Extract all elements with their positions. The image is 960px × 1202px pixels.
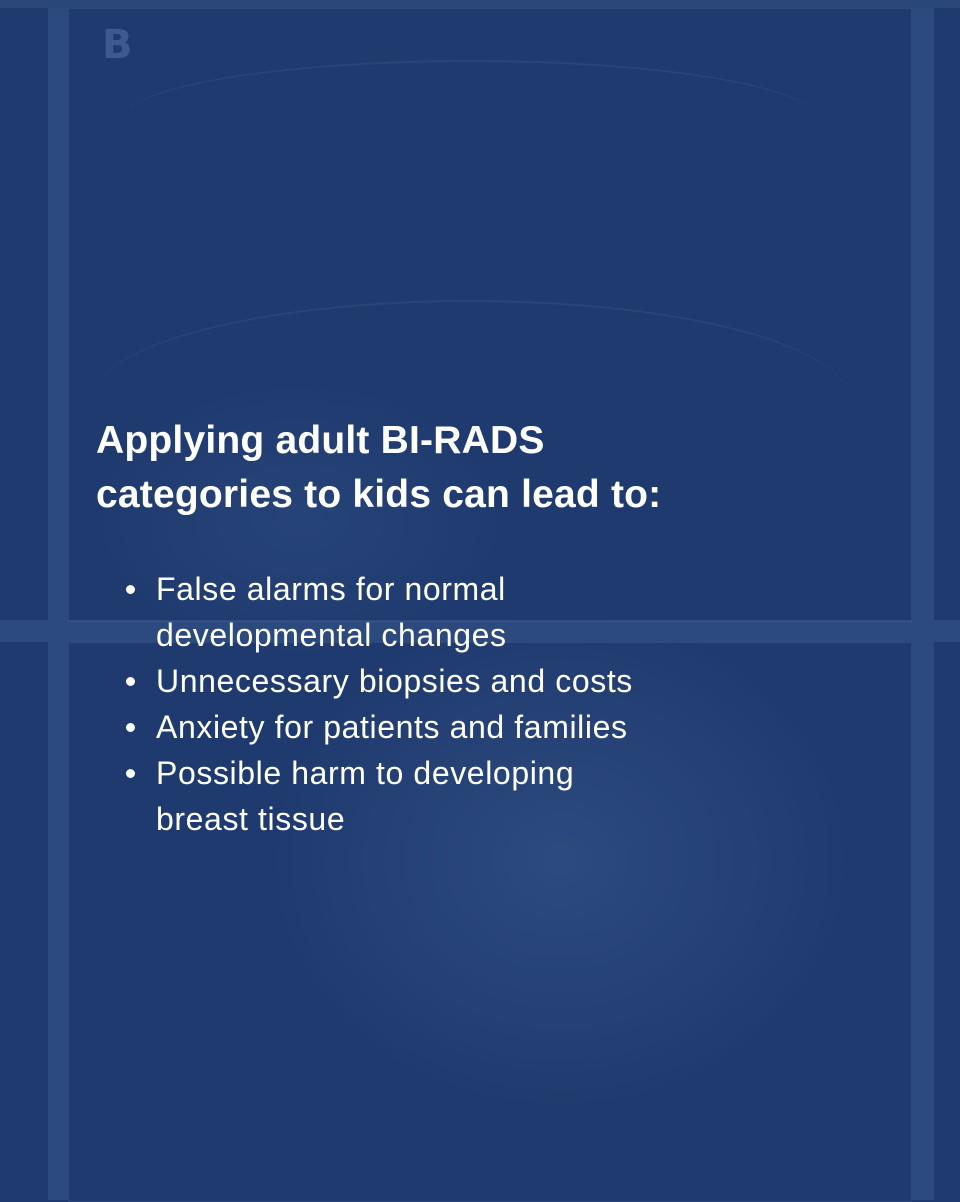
- main-content: [96, 414, 876, 842]
- bullet-text: Anxiety for patients and families: [156, 709, 628, 745]
- bullet-text-continued: breast tissue: [156, 801, 346, 837]
- bullet-dot-icon: [126, 723, 135, 732]
- bullet-dot-icon: [126, 769, 135, 778]
- headline-line-2: categories to kids can lead to:: [96, 473, 662, 516]
- bullet-dot-icon: [126, 677, 135, 686]
- tissue-texture-arc: [120, 60, 820, 182]
- bullet-item: [156, 704, 876, 750]
- panel-marker: B: [102, 22, 133, 68]
- bullet-list: [96, 566, 876, 842]
- bullet-item: [156, 566, 876, 658]
- panel-divider-left: [48, 0, 68, 1200]
- headline-line-1: Applying adult BI-RADS: [96, 419, 545, 462]
- panel-divider-top: [0, 0, 960, 8]
- bullet-item: [156, 658, 876, 704]
- bullet-item: [156, 750, 876, 842]
- headline: [96, 414, 876, 522]
- bullet-dot-icon: [126, 585, 135, 594]
- bullet-text: Possible harm to developing: [156, 755, 575, 791]
- panel-divider-right: [912, 0, 934, 1200]
- bullet-text: Unnecessary biopsies and costs: [156, 663, 633, 699]
- bullet-text-continued: developmental changes: [156, 617, 507, 653]
- bullet-text: False alarms for normal: [156, 571, 506, 607]
